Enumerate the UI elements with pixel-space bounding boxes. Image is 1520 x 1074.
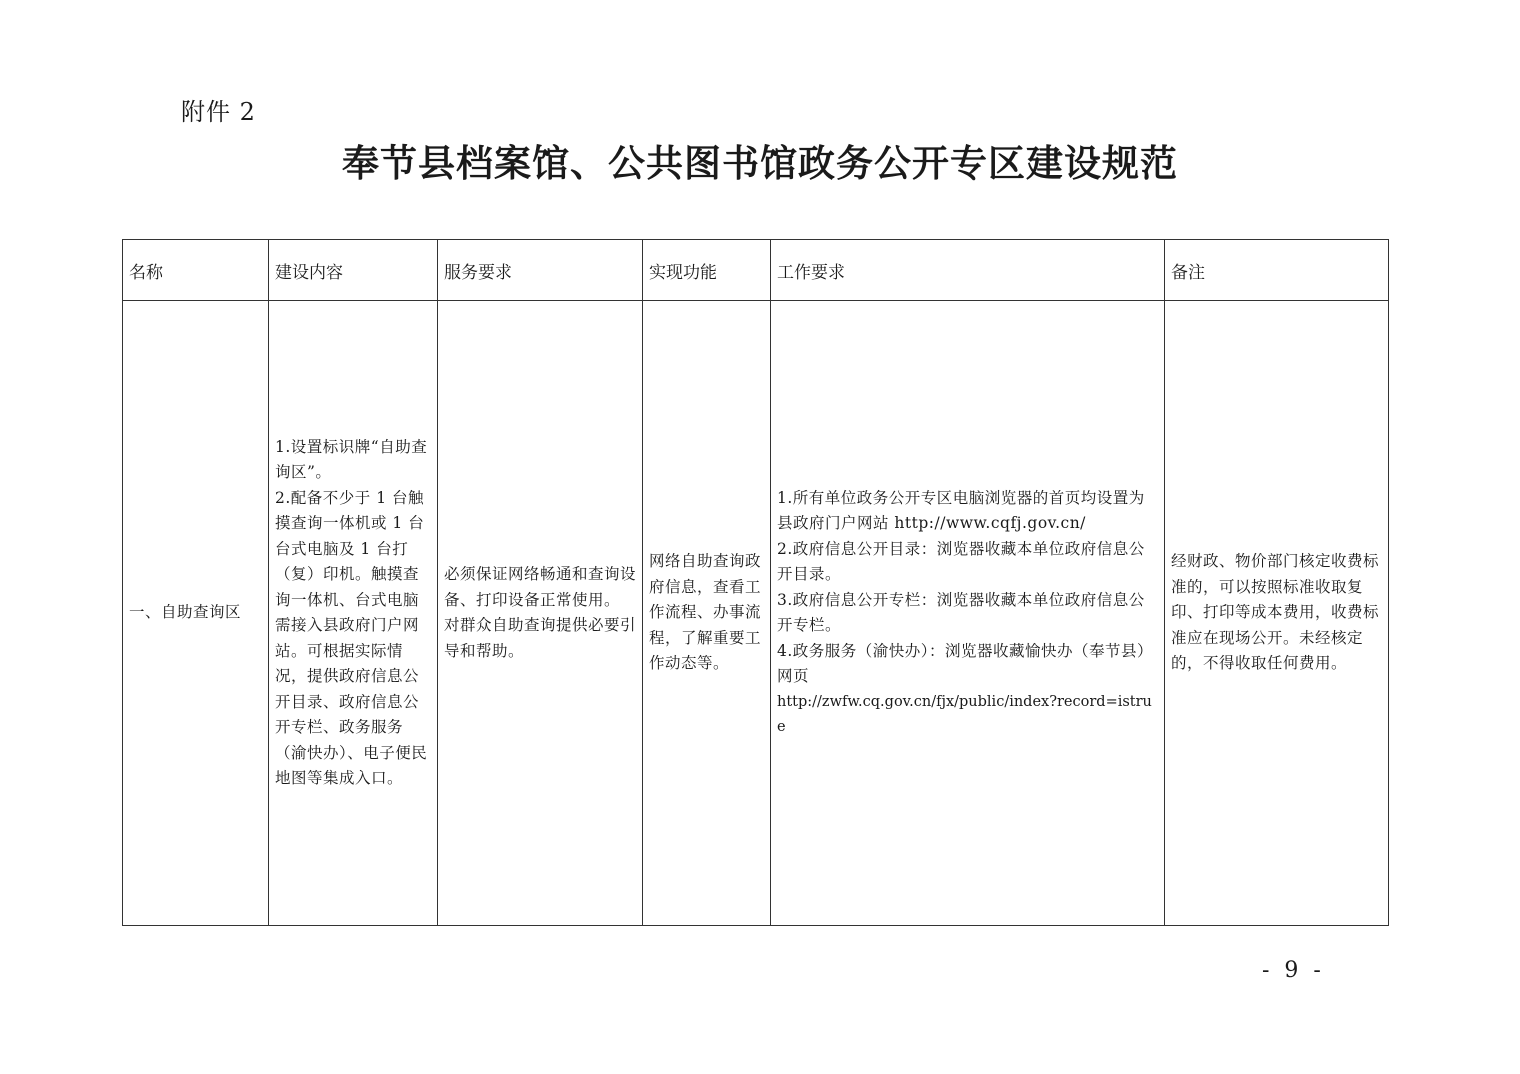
column-header-work: 工作要求 (771, 240, 1165, 301)
column-header-service: 服务要求 (438, 240, 643, 301)
column-header-function: 实现功能 (643, 240, 771, 301)
cell-content (269, 301, 438, 926)
document-title: 奉节县档案馆、公共图书馆政务公开专区建设规范 (342, 141, 1178, 185)
cell-service (438, 301, 643, 926)
table-row (123, 301, 1389, 926)
work-item-4-url: http://zwfw.cq.gov.cn/fjx/public/index?record=istrue (777, 693, 1152, 735)
work-item-1: 1.所有单位政务公开专区电脑浏览器的首页均设置为县政府门户网站 http://www.cqfj.gov.cn/ (777, 488, 1145, 532)
column-header-name: 名称 (123, 240, 269, 301)
work-item-4: 4.政务服务（渝快办）：浏览器收藏愉快办（奉节县）网页 (777, 641, 1154, 685)
work-item-3: 3.政府信息公开专栏：浏览器收藏本单位政府信息公开专栏。 (777, 590, 1145, 634)
cell-name: 一、自助查询区 (123, 301, 269, 926)
attachment-label: 附件 2 (181, 98, 256, 126)
cell-remark: 经财政、物价部门核定收费标准的，可以按照标准收取复印、打印等成本费用，收费标准应在现场公开。未经核定的，不得收取任何费用。 (1165, 301, 1389, 926)
cell-function: 网络自助查询政府信息，查看工作流程、办事流程，了解重要工作动态等。 (643, 301, 771, 926)
column-header-remark: 备注 (1165, 240, 1389, 301)
service-item-2: 对群众自助查询提供必要引导和帮助。 (444, 616, 637, 660)
cell-work (771, 301, 1165, 926)
content-item-1: 1.设置标识牌“自助查询区”。 (275, 437, 428, 481)
specification-table (122, 239, 1389, 926)
content-item-2: 2.配备不少于 1 台触摸查询一体机或 1 台台式电脑及 1 台打（复）印机。触摸查询一体机、台式电脑需接入县政府门户网站。可根据实际情况，提供政府信息公开目录、政府信息公开专栏、政务服务（渝快办）、电子便民地图等集成入口。 (275, 488, 428, 787)
work-item-2: 2.政府信息公开目录：浏览器收藏本单位政府信息公开目录。 (777, 539, 1145, 583)
column-header-content: 建设内容 (269, 240, 438, 301)
page-number: - 9 - (1262, 958, 1325, 983)
table-header-row (123, 240, 1389, 301)
service-item-1: 必须保证网络畅通和查询设备、打印设备正常使用。 (444, 565, 637, 609)
